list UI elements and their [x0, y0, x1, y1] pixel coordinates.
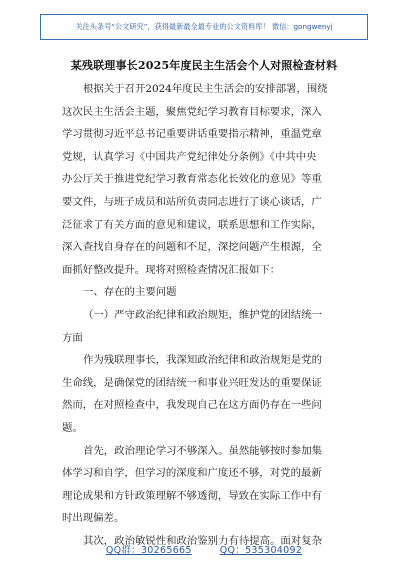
body-line: 体学习和自学，但学习的深度和广度还不够，对党的最新 [62, 467, 322, 480]
body-line: 其次，政治敏锐性和政治鉴别力有待提高。面对复杂 [83, 534, 322, 547]
body-line: 然而，在对照检查中，我发现自己在这方面仍存在一些问 [62, 399, 322, 412]
body-line: 根据关于召开2024年度民主生活会的安排部署，围绕 [83, 83, 328, 95]
body-line: 面抓好整改提升。现将对照检查情况汇报如下： [62, 263, 281, 276]
body-line: 首先，政治理论学习不够深入。虽然能够按时参加集 [83, 444, 322, 457]
body-line: 理论成果和方针政策理解不够透彻，导致在实际工作中有 [62, 489, 322, 502]
promo-banner: 关注头条号“公文研究”，获得最新最全最专业的公文资料库！ 微信：gongwenyj [40, 14, 368, 40]
body-line: 时出现偏差。 [62, 512, 125, 525]
document-title: 某残联理事长2025年度民主生活会个人对照检查材料 [70, 59, 338, 72]
body-line: 党规，认真学习《中国共产党纪律处分条例》《中共中央 [62, 150, 317, 163]
qq-contact-link[interactable]: QQ：535304092 [219, 545, 303, 556]
body-line: 生命线，是确保党的团结统一和事业兴旺发达的重要保证 [62, 376, 322, 389]
body-line: 泛征求了有关方面的意见和建议，联系思想和工作实际， [62, 218, 322, 231]
subsection-heading: （一）严守政治纪律和政治规矩，维护党的团结统一 [83, 308, 322, 321]
body-line: 题。 [62, 421, 83, 434]
body-line: 这次民主生活会主题，聚焦党纪学习教育目标要求，深入 [62, 105, 322, 118]
body-line: 学习贯彻习近平总书记重要讲话重要指示精神，重温党章 [62, 128, 322, 141]
body-line: 要文件，与班子成员和站所负责同志进行了谈心谈话，广 [62, 195, 322, 208]
contact-footer [0, 542, 408, 556]
qq-group-link[interactable]: QQ群：30265665 [105, 545, 192, 556]
section-heading: 一、存在的主要问题 [83, 286, 177, 299]
body-line: 作为残联理事长，我深知政治纪律和政治规矩是党的 [83, 354, 322, 367]
body-line: 办公厅关于推进党纪学习教育常态化长效化的意见》等重 [62, 173, 322, 186]
subsection-heading-cont: 方面 [62, 331, 83, 344]
document-body [62, 78, 350, 552]
body-line: 深入查找自身存在的问题和不足，深挖问题产生根源，全 [62, 241, 322, 254]
